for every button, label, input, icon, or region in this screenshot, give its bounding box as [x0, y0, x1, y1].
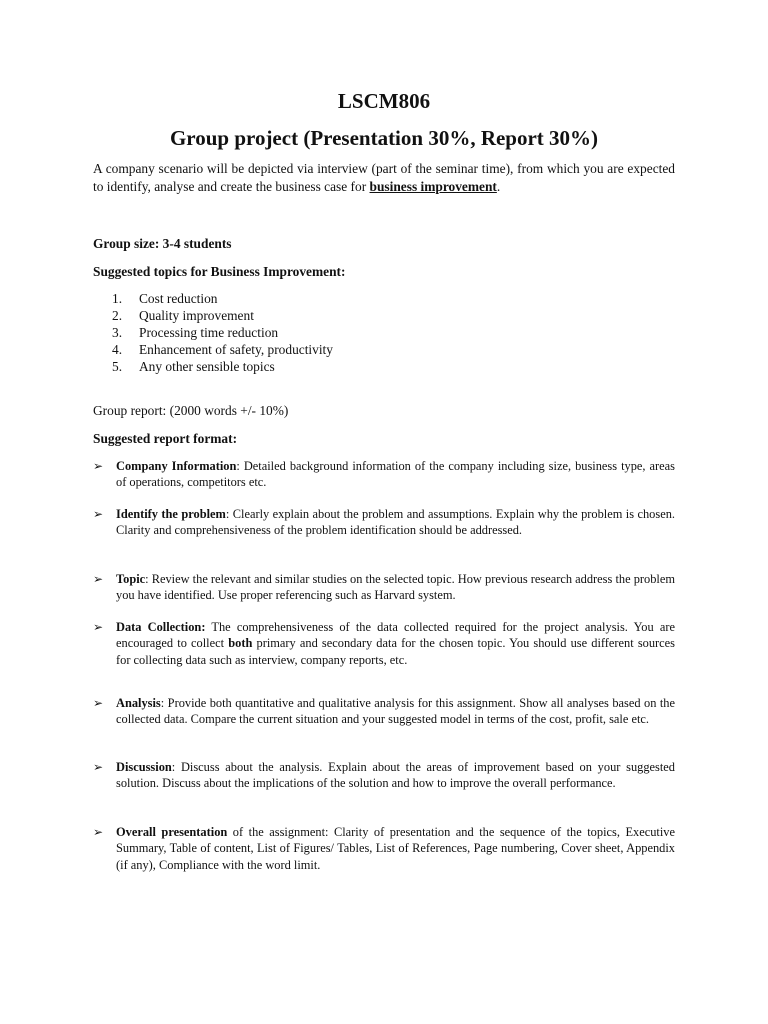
topics-heading: Suggested topics for Business Improvement: — [93, 264, 346, 279]
format-item-emphasis: both — [228, 636, 253, 651]
list-label: Quality improvement — [139, 308, 254, 323]
format-item-title: Overall presentation — [116, 825, 228, 839]
format-item-title: Analysis — [116, 696, 161, 710]
format-item-title: Data Collection: — [116, 620, 206, 634]
group-size: Group size: 3-4 students — [93, 236, 232, 251]
format-item-title: Discussion — [116, 760, 172, 774]
format-item-description: The comprehensiveness of the data collected required for the project analysis. You are encouraged to collect — [116, 620, 675, 651]
list-label: Enhancement of safety, productivity — [139, 342, 333, 357]
format-item-company-information — [93, 458, 675, 491]
intro-emphasis: business improvement — [369, 179, 497, 194]
format-item-description: : Provide both quantitative and qualitative analysis for this assignment. Show all analyses based on the collected data. Compare the current situation and your suggested model in terms of the cost, profit, sale etc. — [116, 696, 675, 727]
format-item-discussion — [93, 759, 675, 792]
format-item-description: of the assignment: Clarity of presentation and the sequence of the topics, Executive Summary, Table of content, List of Figures/ Tables, List of References, Page numbering, Cover sheet, Appendix (if any), Compliance with the word limit. — [116, 825, 675, 872]
list-number: 1. — [112, 291, 123, 306]
format-item-title: Company Information — [116, 459, 237, 473]
list-number: 4. — [112, 342, 123, 357]
format-item-analysis — [93, 695, 675, 728]
format-heading: Suggested report format: — [93, 431, 238, 446]
arrow-bullet-icon: ➢ — [93, 507, 104, 521]
report-length-line: Group report: (2000 words +/- 10%) — [93, 403, 289, 418]
format-item-text — [116, 695, 675, 728]
format-item-title: Identify the problem — [116, 507, 226, 521]
intro-text: A company scenario will be depicted via interview (part of the seminar time), from which you are expected to identify, analyse and create the business case for — [93, 161, 675, 194]
list-label: Any other sensible topics — [139, 359, 275, 374]
page-title: Group project (Presentation 30%, Report 30%) — [169, 126, 599, 150]
format-item-text — [116, 458, 675, 491]
format-item-text — [116, 571, 675, 604]
intro-end: . — [496, 179, 501, 194]
format-item-text — [116, 824, 675, 873]
intro-paragraph — [93, 160, 675, 196]
format-item-description: : Detailed background information of the company including size, business type, areas of operations, competitors etc. — [116, 459, 675, 490]
course-code: LSCM806 — [337, 89, 431, 113]
list-number: 5. — [112, 359, 123, 374]
arrow-bullet-icon: ➢ — [93, 572, 104, 586]
format-item-description: : Review the relevant and similar studies on the selected topic. How previous research address the problem you have identified. Use proper referencing such as Harvard system. — [116, 572, 675, 603]
arrow-bullet-icon: ➢ — [93, 760, 104, 774]
list-item — [112, 324, 333, 341]
format-item-description-end: primary and secondary data for the chosen topic. You should use different sources for collecting data such as interview, company reports, etc. — [116, 636, 675, 667]
format-item-data-collection — [93, 619, 675, 668]
list-number: 2. — [112, 308, 123, 323]
list-number: 3. — [112, 325, 123, 340]
list-label: Processing time reduction — [139, 325, 279, 340]
format-item-overall-presentation — [93, 824, 675, 873]
list-item — [112, 290, 333, 307]
list-item — [112, 341, 333, 358]
format-item-identify-problem — [93, 506, 675, 539]
arrow-bullet-icon: ➢ — [93, 459, 104, 473]
arrow-bullet-icon: ➢ — [93, 825, 104, 839]
list-item — [112, 358, 333, 375]
format-item-topic — [93, 571, 675, 604]
list-label: Cost reduction — [139, 291, 218, 306]
format-item-text — [116, 506, 675, 539]
arrow-bullet-icon: ➢ — [93, 696, 104, 710]
format-item-text — [116, 759, 675, 792]
topics-list — [112, 290, 333, 375]
format-item-description: : Clearly explain about the problem and assumptions. Explain why the problem is chosen. Clarity and comprehensiveness of the problem identification should be addressed. — [116, 507, 675, 538]
format-item-description: : Discuss about the analysis. Explain about the areas of improvement based on your suggested solution. Discuss about the implications of the solution and how to improve the overall performance. — [116, 760, 675, 791]
format-item-text — [116, 619, 675, 668]
arrow-bullet-icon: ➢ — [93, 620, 104, 634]
list-item — [112, 307, 333, 324]
format-item-title: Topic — [116, 572, 146, 586]
